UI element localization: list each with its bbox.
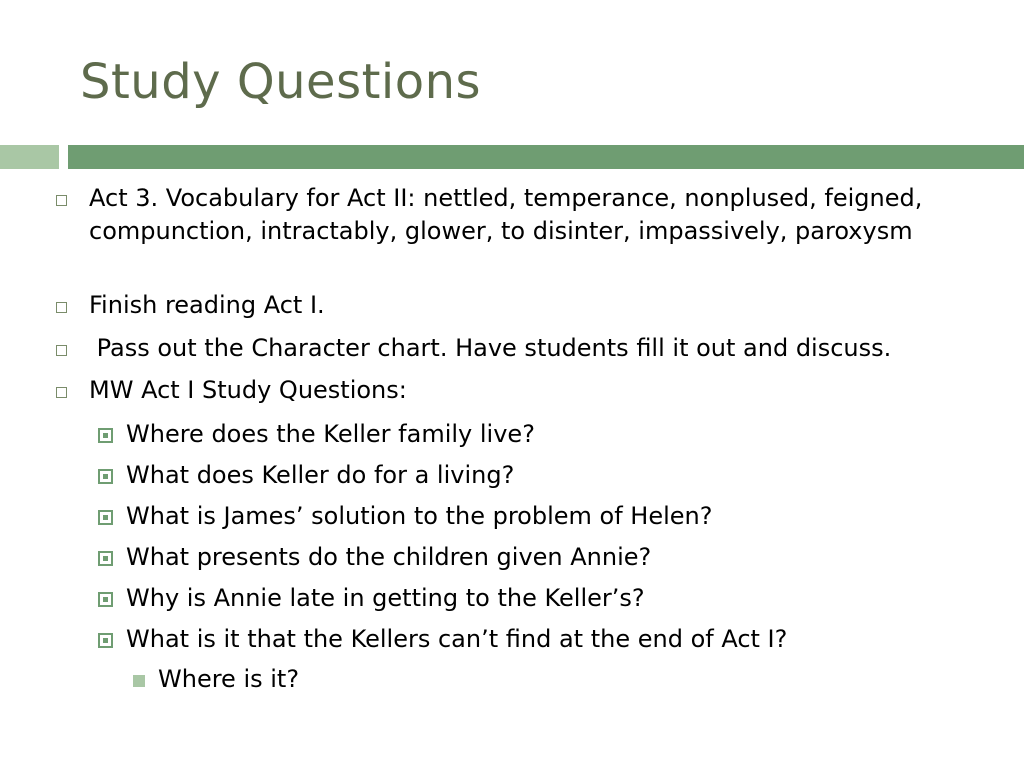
list-item: Finish reading Act I. bbox=[89, 291, 325, 319]
title-divider-right bbox=[68, 145, 1024, 169]
list-item: Why is Annie late in getting to the Keller’s? bbox=[126, 584, 645, 612]
boxed-square-bullet-icon bbox=[98, 469, 113, 484]
list-item: Act 3. Vocabulary for Act II: nettled, temperance, nonplused, feigned, compunction, intractably, glower, to disinter, impassively, paroxysm bbox=[89, 184, 923, 245]
list-item: What is it that the Kellers can’t find at the end of Act I? bbox=[126, 625, 788, 653]
boxed-square-bullet-icon bbox=[98, 551, 113, 566]
list-item: Where is it? bbox=[158, 665, 300, 693]
solid-square-bullet-icon bbox=[133, 675, 145, 687]
hollow-square-bullet-icon bbox=[56, 195, 67, 206]
hollow-square-bullet-icon bbox=[56, 387, 67, 398]
boxed-square-bullet-icon bbox=[98, 592, 113, 607]
hollow-square-bullet-icon bbox=[56, 345, 67, 356]
list-item: What presents do the children given Annie? bbox=[126, 543, 652, 571]
list-item: Where does the Keller family live? bbox=[126, 420, 535, 448]
boxed-square-bullet-icon bbox=[98, 633, 113, 648]
slide-title: Study Questions bbox=[80, 54, 482, 110]
list-item: MW Act I Study Questions: bbox=[89, 376, 407, 404]
boxed-square-bullet-icon bbox=[98, 510, 113, 525]
boxed-square-bullet-icon bbox=[98, 428, 113, 443]
list-item: Pass out the Character chart. Have students fill it out and discuss. bbox=[89, 334, 892, 362]
title-divider-left bbox=[0, 145, 59, 169]
list-item: What is James’ solution to the problem of Helen? bbox=[126, 502, 713, 530]
list-item: What does Keller do for a living? bbox=[126, 461, 515, 489]
hollow-square-bullet-icon bbox=[56, 302, 67, 313]
